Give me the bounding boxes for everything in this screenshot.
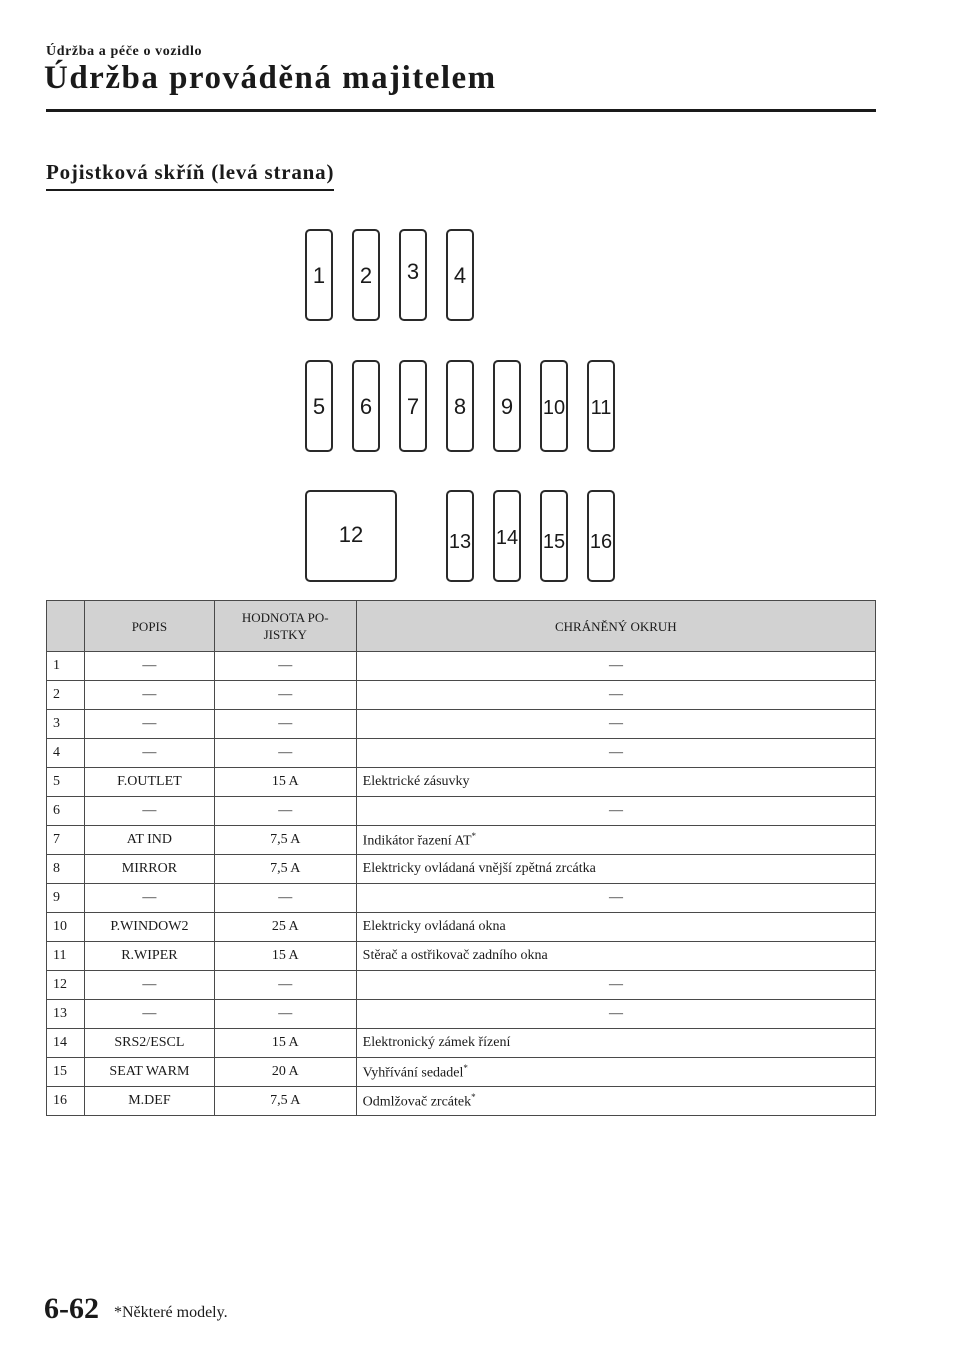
fuse-number-cell: 5 bbox=[47, 768, 85, 797]
fuse-11: 11 bbox=[587, 360, 615, 452]
fuse-number-cell: 8 bbox=[47, 855, 85, 884]
fuse-rating-cell: — bbox=[214, 652, 356, 681]
fuse-3: 3 bbox=[399, 229, 427, 321]
page-title: Údržba prováděná majitelem bbox=[44, 60, 497, 96]
fuse-number-cell: 3 bbox=[47, 710, 85, 739]
fuse-number-cell: 13 bbox=[47, 1000, 85, 1029]
fuse-rating-cell: 20 A bbox=[214, 1058, 356, 1087]
fuse-16: 16 bbox=[587, 490, 615, 582]
fuse-table bbox=[46, 600, 876, 1116]
fuse-rating-cell: — bbox=[214, 797, 356, 826]
fuse-number-cell: 1 bbox=[47, 652, 85, 681]
protected-circuit-text: Vyhřívání sedadel bbox=[362, 1065, 464, 1081]
fuse-9: 9 bbox=[493, 360, 521, 452]
table-row bbox=[47, 884, 876, 913]
fuse-4: 4 bbox=[446, 229, 474, 321]
protected-circuit-text: — bbox=[609, 658, 623, 673]
fuse-description-cell: — bbox=[84, 710, 214, 739]
table-row bbox=[47, 1000, 876, 1029]
fuse-number-cell: 11 bbox=[47, 942, 85, 971]
table-row bbox=[47, 739, 876, 768]
fuse-6: 6 bbox=[352, 360, 380, 452]
protected-circuit-cell bbox=[356, 768, 875, 797]
fuse-2: 2 bbox=[352, 229, 380, 321]
fuse-number-cell: 2 bbox=[47, 681, 85, 710]
protected-circuit-text: — bbox=[609, 687, 623, 702]
fuse-12: 12 bbox=[305, 490, 397, 582]
table-row bbox=[47, 768, 876, 797]
fuse-rating-cell: 7,5 A bbox=[214, 1087, 356, 1116]
fuse-number-cell: 4 bbox=[47, 739, 85, 768]
fuse-description-cell: — bbox=[84, 971, 214, 1000]
fuse-rating-cell: — bbox=[214, 710, 356, 739]
some-models-mark: * bbox=[471, 830, 477, 841]
fuse-15: 15 bbox=[540, 490, 568, 582]
fuse-description-cell: — bbox=[84, 797, 214, 826]
fuse-rating-cell: — bbox=[214, 681, 356, 710]
protected-circuit-cell bbox=[356, 797, 875, 826]
fuse-number-cell: 16 bbox=[47, 1087, 85, 1116]
fuse-5: 5 bbox=[305, 360, 333, 452]
some-models-mark: * bbox=[471, 1091, 476, 1102]
table-row bbox=[47, 710, 876, 739]
fuse-description-cell: R.WIPER bbox=[84, 942, 214, 971]
fuse-rating-cell: 15 A bbox=[214, 1029, 356, 1058]
protected-circuit-cell bbox=[356, 971, 875, 1000]
fuse-rating-cell: 7,5 A bbox=[214, 855, 356, 884]
protected-circuit-text: — bbox=[609, 745, 623, 760]
fuse-description-cell: MIRROR bbox=[84, 855, 214, 884]
title-rule bbox=[46, 109, 876, 112]
fuse-number-cell: 7 bbox=[47, 826, 85, 855]
fuse-description-cell: SRS2/ESCL bbox=[84, 1029, 214, 1058]
protected-circuit-cell bbox=[356, 1029, 875, 1058]
fuse-8: 8 bbox=[446, 360, 474, 452]
protected-circuit-cell bbox=[356, 826, 875, 855]
table-row bbox=[47, 681, 876, 710]
table-header-row bbox=[47, 601, 876, 652]
protected-circuit-cell bbox=[356, 710, 875, 739]
fuse-description-cell: — bbox=[84, 681, 214, 710]
header-circuit: CHRÁNĚNÝ OKRUH bbox=[356, 601, 875, 652]
protected-circuit-cell bbox=[356, 1000, 875, 1029]
protected-circuit-cell bbox=[356, 942, 875, 971]
fuse-number-cell: 14 bbox=[47, 1029, 85, 1058]
breadcrumb: Údržba a péče o vozidlo bbox=[46, 44, 203, 59]
fuse-rating-cell: 15 A bbox=[214, 942, 356, 971]
some-models-mark: * bbox=[463, 1062, 468, 1073]
header-description: POPIS bbox=[84, 601, 214, 652]
fuse-number-cell: 15 bbox=[47, 1058, 85, 1087]
protected-circuit-text: Odmlžovač zrcátek bbox=[362, 1094, 472, 1110]
page-number: 6-62 bbox=[44, 1292, 99, 1325]
section-heading: Pojistková skříň (levá strana) bbox=[46, 160, 334, 191]
table-row bbox=[47, 942, 876, 971]
fuse-description-cell: AT IND bbox=[84, 826, 214, 855]
table-row bbox=[47, 1058, 876, 1087]
fuse-description-cell: F.OUTLET bbox=[84, 768, 214, 797]
fuse-rating-cell: — bbox=[214, 739, 356, 768]
table-row bbox=[47, 797, 876, 826]
table-row bbox=[47, 652, 876, 681]
fuse-14: 14 bbox=[493, 490, 521, 582]
protected-circuit-cell bbox=[356, 1058, 875, 1087]
fuse-description-cell: SEAT WARM bbox=[84, 1058, 214, 1087]
fuse-number-cell: 9 bbox=[47, 884, 85, 913]
protected-circuit-cell bbox=[356, 652, 875, 681]
fuse-number-cell: 6 bbox=[47, 797, 85, 826]
fuse-number-cell: 12 bbox=[47, 971, 85, 1000]
protected-circuit-cell bbox=[356, 884, 875, 913]
protected-circuit-cell bbox=[356, 913, 875, 942]
protected-circuit-cell bbox=[356, 681, 875, 710]
fuse-7: 7 bbox=[399, 360, 427, 452]
fuse-10: 10 bbox=[540, 360, 568, 452]
footnote: *Některé modely. bbox=[114, 1304, 228, 1321]
protected-circuit-text: Stěrač a ostřikovač zadního okna bbox=[362, 948, 548, 963]
table-row bbox=[47, 971, 876, 1000]
fuse-rating-cell: — bbox=[214, 1000, 356, 1029]
fuse-rating-cell: 7,5 A bbox=[214, 826, 356, 855]
protected-circuit-text: — bbox=[609, 716, 623, 731]
table-row bbox=[47, 826, 876, 855]
protected-circuit-cell bbox=[356, 855, 875, 884]
fuse-description-cell: — bbox=[84, 652, 214, 681]
protected-circuit-text: Elektronický zámek řízení bbox=[362, 1035, 511, 1050]
protected-circuit-text: — bbox=[609, 977, 623, 992]
protected-circuit-text: Elektrické zásuvky bbox=[362, 774, 470, 789]
fuse-rating-cell: — bbox=[214, 884, 356, 913]
protected-circuit-text: Elektricky ovládaná okna bbox=[362, 919, 506, 934]
protected-circuit-cell bbox=[356, 739, 875, 768]
table-row bbox=[47, 855, 876, 884]
fuse-13: 13 bbox=[446, 490, 474, 582]
fuse-description-cell: — bbox=[84, 884, 214, 913]
fuse-1: 1 bbox=[305, 229, 333, 321]
table-row bbox=[47, 1029, 876, 1058]
fuse-description-cell: — bbox=[84, 739, 214, 768]
header-rating: HODNOTA PO- JISTKY bbox=[214, 601, 356, 652]
fuse-description-cell: M.DEF bbox=[84, 1087, 214, 1116]
fuse-description-cell: — bbox=[84, 1000, 214, 1029]
protected-circuit-text: Elektricky ovládaná vnější zpětná zrcátka bbox=[362, 861, 596, 876]
protected-circuit-text: — bbox=[609, 1006, 623, 1021]
fuse-rating-cell: 25 A bbox=[214, 913, 356, 942]
table-row bbox=[47, 913, 876, 942]
table-row bbox=[47, 1087, 876, 1116]
fuse-number-cell: 10 bbox=[47, 913, 85, 942]
protected-circuit-text: — bbox=[609, 803, 623, 818]
protected-circuit-text: Indikátor řazení AT bbox=[362, 833, 472, 849]
fuse-rating-cell: 15 A bbox=[214, 768, 356, 797]
protected-circuit-text: — bbox=[609, 890, 623, 905]
header-number bbox=[47, 601, 85, 652]
fuse-rating-cell: — bbox=[214, 971, 356, 1000]
protected-circuit-cell bbox=[356, 1087, 875, 1116]
fuse-description-cell: P.WINDOW2 bbox=[84, 913, 214, 942]
